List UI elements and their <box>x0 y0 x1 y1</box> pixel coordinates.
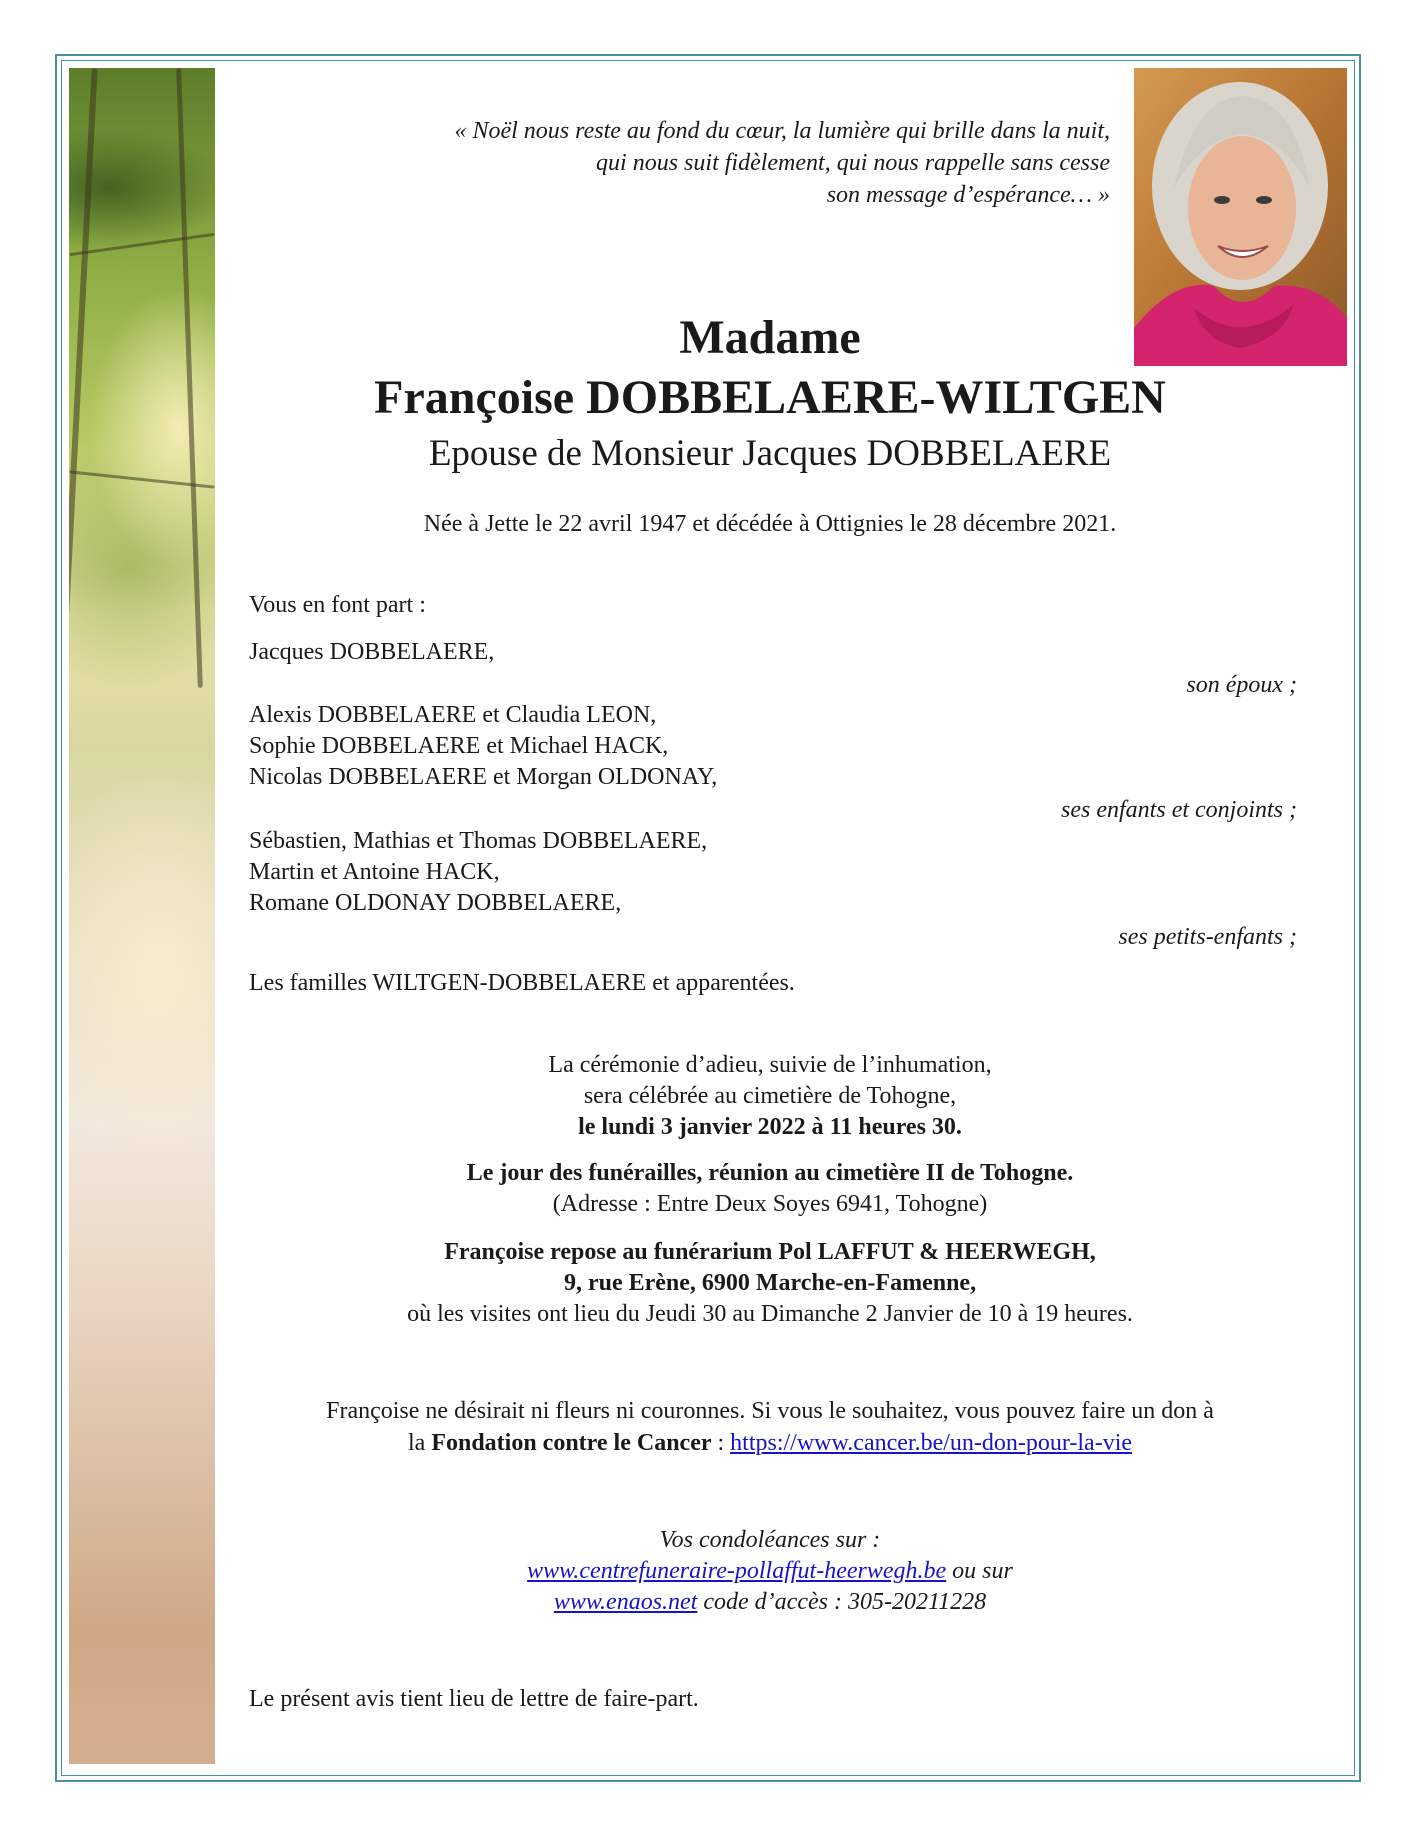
access-code: code d’accès : 305-20211228 <box>697 1589 987 1615</box>
condolences-line-2 <box>234 1587 1306 1618</box>
role-children: ses enfants et conjoints ; <box>1061 797 1297 823</box>
families-line: Les familles WILTGEN-DOBBELAERE et apparentées. <box>249 970 795 996</box>
ceremony-line-2: sera célébrée au cimetière de Tohogne, <box>583 1083 957 1109</box>
donation-prefix: la <box>407 1430 432 1456</box>
spouse-line: Epouse de Monsieur Jacques DOBBELAERE <box>428 433 1112 474</box>
title-madame: Madame <box>679 311 861 364</box>
list-item: Nicolas DOBBELAERE et Morgan OLDONAY, <box>249 764 718 790</box>
forest-path-photo <box>69 68 215 1764</box>
quote-line-1: « Noël nous reste au fond du cœur, la lumière qui brille dans la nuit, <box>454 118 1110 144</box>
list-item: Romane OLDONAY DOBBELAERE, <box>249 890 622 916</box>
list-item: Sophie DOBBELAERE et Michael HACK, <box>249 733 669 759</box>
condolences-site-link[interactable]: www.centrefuneraire-pollaffut-heerwegh.be <box>527 1558 947 1584</box>
role-spouse: son époux ; <box>1186 672 1297 698</box>
meeting-line: Le jour des funérailles, réunion au cimetière II de Tohogne. <box>466 1160 1074 1186</box>
ceremony-date: le lundi 3 janvier 2022 à 11 heures 30. <box>578 1114 962 1140</box>
condolences-or: ou sur <box>946 1558 1013 1584</box>
family-intro: Vous en font part : <box>249 592 426 618</box>
role-grandchildren: ses petits-enfants ; <box>1118 924 1297 950</box>
footer-note: Le présent avis tient lieu de lettre de faire-part. <box>249 1686 699 1712</box>
list-item: Alexis DOBBELAERE et Claudia LEON, <box>249 702 657 728</box>
list-item: Martin et Antoine HACK, <box>249 859 500 885</box>
donation-org: Fondation contre le Cancer <box>431 1430 712 1456</box>
quote-line-3: son message d’espérance… » <box>826 182 1110 208</box>
visits-line: où les visites ont lieu du Jeudi 30 au Dimanche 2 Janvier de 10 à 19 heures. <box>407 1301 1133 1327</box>
birth-death-dates: Née à Jette le 22 avril 1947 et décédée à Ottignies le 28 décembre 2021. <box>423 511 1117 537</box>
list-item: Sébastien, Mathias et Thomas DOBBELAERE, <box>249 828 708 854</box>
family-spouse: Jacques DOBBELAERE, <box>249 639 495 665</box>
donation-link[interactable]: https://www.cancer.be/un-don-pour-la-vie <box>730 1430 1133 1456</box>
donation-line-1: Françoise ne désirait ni fleurs ni couronnes. Si vous le souhaitez, vous pouvez faire un don à <box>326 1398 1214 1424</box>
enaos-link[interactable]: www.enaos.net <box>553 1589 698 1615</box>
meeting-address: (Adresse : Entre Deux Soyes 6941, Tohogne) <box>552 1191 988 1217</box>
condolences-line-1 <box>234 1556 1306 1587</box>
donation-line-2 <box>234 1428 1306 1459</box>
deceased-name: Françoise DOBBELAERE-WILTGEN <box>374 371 1166 424</box>
quote-line-2: qui nous suit fidèlement, qui nous rappelle sans cesse <box>596 150 1110 176</box>
funerarium-line-2: 9, rue Erène, 6900 Marche-en-Famenne, <box>563 1270 977 1296</box>
funerarium-line-1: Françoise repose au funérarium Pol LAFFUT & HEERWEGH, <box>444 1239 1096 1265</box>
ceremony-line-1: La cérémonie d’adieu, suivie de l’inhumation, <box>548 1052 992 1078</box>
donation-sep: : <box>711 1430 731 1456</box>
condolences-title: Vos condoléances sur : <box>659 1527 881 1553</box>
